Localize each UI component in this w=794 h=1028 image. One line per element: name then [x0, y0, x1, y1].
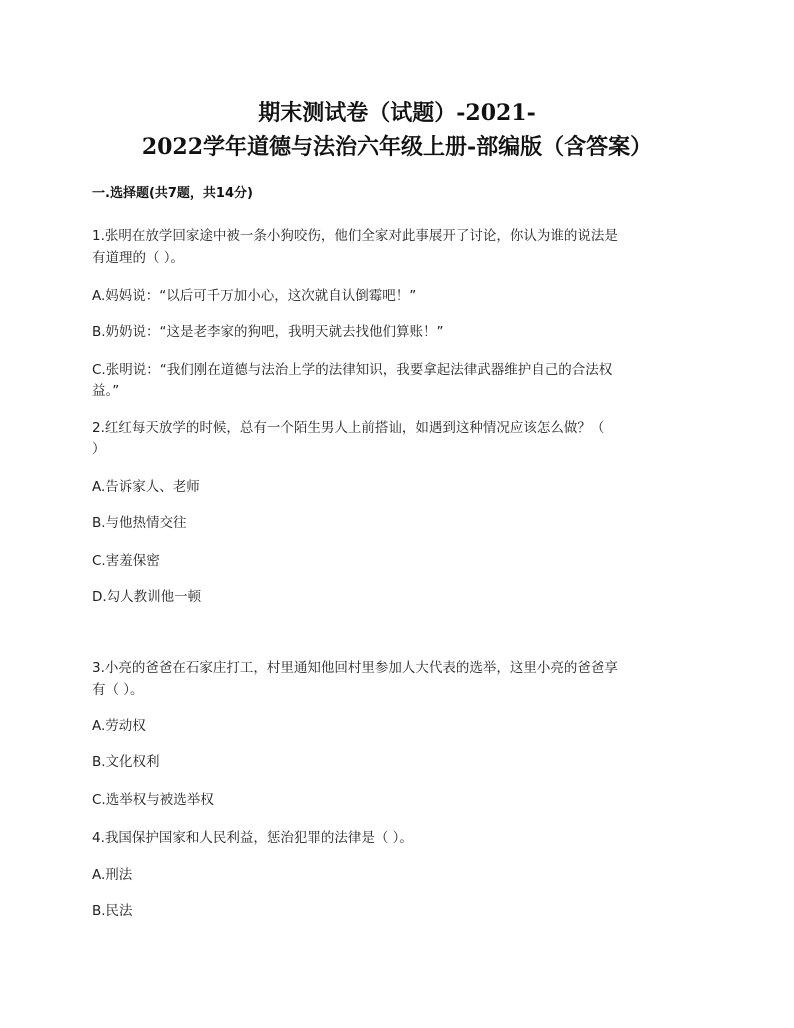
- section-heading: 一.选择题(共7题，共14分): [92, 186, 253, 201]
- q1-option-c-line-1: C.张明说：“我们刚在道德与法治上学的法律知识，我要拿起法律武器维护自己的合法权: [92, 362, 613, 378]
- document-title-line-1: 期末测试卷（试题）-2021-: [258, 100, 536, 126]
- q2-option-a: A.告诉家人、老师: [92, 479, 200, 495]
- q2-stem-line-1: 2.红红每天放学的时候，总有一个陌生男人上前搭讪，如遇到这种情况应该怎么做？（: [92, 420, 605, 436]
- q2-option-c: C.害羞保密: [92, 553, 160, 569]
- q3-stem-line-2: 有（ ）。: [92, 682, 144, 698]
- q3-stem-line-1: 3.小亮的爸爸在石家庄打工，村里通知他回村里参加人大代表的选举，这里小亮的爸爸享: [92, 660, 618, 676]
- q1-stem-line-1: 1.张明在放学回家途中被一条小狗咬伤，他们全家对此事展开了讨论，你认为谁的说法是: [92, 228, 618, 244]
- q2-option-d: D.勾人教训他一顿: [92, 589, 202, 605]
- q2-option-b: B.与他热情交往: [92, 515, 187, 531]
- q1-option-c-line-2: 益。”: [92, 383, 120, 399]
- q1-stem-line-2: 有道理的（ ）。: [92, 250, 185, 266]
- q3-option-b: B.文化权利: [92, 754, 160, 770]
- document-title-line-2: 2022学年道德与法治六年级上册-部编版（含答案）: [141, 134, 653, 160]
- q4-option-b: B.民法: [92, 903, 133, 919]
- q4-option-a: A.刑法: [92, 867, 133, 883]
- q1-option-b: B.奶奶说：“这是老李家的狗吧，我明天就去找他们算账！”: [92, 324, 444, 340]
- q4-stem: 4.我国保护国家和人民利益，惩治犯罪的法律是（ ）。: [92, 830, 413, 846]
- q3-option-a: A.劳动权: [92, 718, 146, 734]
- q2-stem-line-2: ）: [92, 441, 106, 457]
- q1-option-a: A.妈妈说：“以后可千万加小心，这次就自认倒霉吧！”: [92, 288, 417, 304]
- q3-option-c: C.选举权与被选举权: [92, 792, 214, 808]
